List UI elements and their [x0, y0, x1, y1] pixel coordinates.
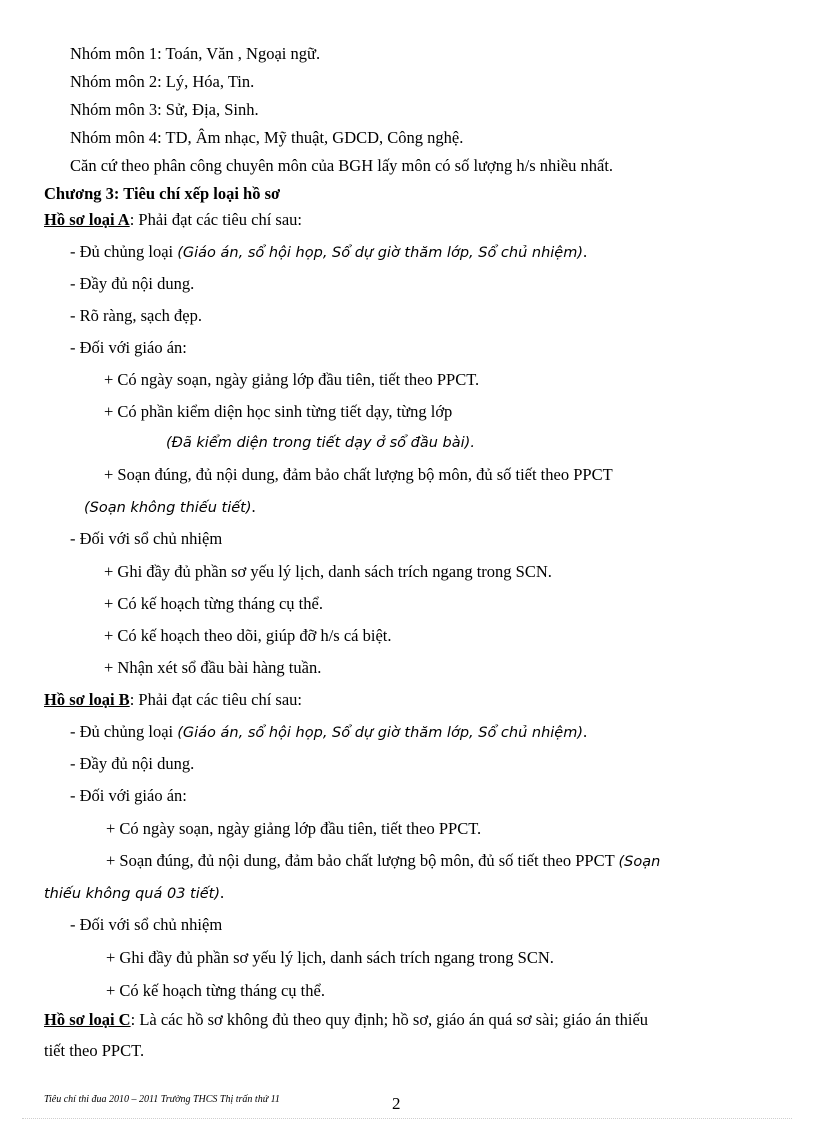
- type-a-lesson-1: + Có ngày soạn, ngày giảng lớp đầu tiên, tiết theo PPCT.: [104, 370, 480, 389]
- page-number: 2: [392, 1094, 401, 1113]
- type-a-lesson-2: + Có phần kiểm diện học sinh từng tiết dạy, từng lớp: [104, 402, 453, 421]
- type-a-lesson-3-note: (Soạn không thiếu tiết): [84, 500, 252, 516]
- group-line-1: Nhóm môn 1: Toán, Văn , Ngoại ngữ.: [70, 44, 321, 63]
- type-a-heading-line: [44, 210, 302, 230]
- type-b-lesson-2-note-line: [44, 883, 224, 904]
- group-line-3: Nhóm môn 3: Sử, Địa, Sinh.: [70, 100, 259, 119]
- group-line-4: Nhóm môn 4: TD, Âm nhạc, Mỹ thuật, GDCD, Công nghệ.: [70, 128, 464, 147]
- type-a-hr-4: + Nhận xét sổ đầu bài hàng tuần.: [104, 658, 322, 677]
- basis-line: Căn cứ theo phân công chuyên môn của BGH lấy môn có số lượng h/s nhiều nhất.: [70, 156, 614, 175]
- type-a-item-3: - Rõ ràng, sạch đẹp.: [70, 306, 202, 325]
- type-a-hr-1: + Ghi đầy đủ phần sơ yếu lý lịch, danh sách trích ngang trong SCN.: [104, 562, 552, 581]
- type-b-hr-1: + Ghi đầy đủ phần sơ yếu lý lịch, danh sách trích ngang trong SCN.: [106, 948, 554, 967]
- type-a-lesson-heading: - Đối với giáo án:: [70, 338, 187, 357]
- type-b-lesson-heading: - Đối với giáo án:: [70, 786, 187, 805]
- type-b-intro: : Phải đạt các tiêu chí sau:: [129, 690, 302, 709]
- group-line-2: Nhóm môn 2: Lý, Hóa, Tin.: [70, 72, 255, 91]
- type-b-lesson-2: + Soạn đúng, đủ nội dung, đảm bảo chất lượng bộ môn, đủ số tiết theo PPCT: [106, 851, 619, 870]
- type-a-intro: : Phải đạt các tiêu chí sau:: [129, 210, 302, 229]
- type-a-heading: Hồ sơ loại A: [44, 210, 130, 229]
- type-b-hr-2: + Có kế hoạch từng tháng cụ thể.: [106, 981, 325, 1000]
- footer-caption: Tiêu chí thi đua 2010 – 2011 Trường THCS Thị trấn thứ 11: [44, 1094, 280, 1105]
- type-a-hr-heading: - Đối với sổ chủ nhiệm: [70, 529, 223, 548]
- type-b-lesson-2-line: [106, 851, 660, 872]
- footer-divider: [22, 1118, 792, 1119]
- type-b-item-1: [70, 722, 587, 743]
- type-b-item-2: - Đầy đủ nội dung.: [70, 754, 195, 773]
- type-b-lesson-2-note-a: (Soạn: [618, 854, 661, 870]
- chapter-title: Chương 3: Tiêu chí xếp loại hồ sơ: [44, 184, 281, 203]
- type-a-lesson-3-end: .: [251, 497, 256, 516]
- type-b-item-1-end: .: [583, 722, 588, 741]
- type-a-lesson-3-note-line: [84, 497, 256, 518]
- type-c-line-1: [44, 1010, 648, 1030]
- type-c-line-2: tiết theo PPCT.: [44, 1041, 145, 1060]
- type-a-item-1-end: .: [583, 242, 588, 261]
- type-b-heading: Hồ sơ loại B: [44, 690, 130, 709]
- type-b-heading-line: [44, 690, 302, 710]
- type-b-item-1-text: - Đủ chủng loại: [70, 722, 178, 741]
- type-a-item-1-note: (Giáo án, sổ hội họp, Sổ dự giờ thăm lớp, Sổ chủ nhiệm): [177, 245, 584, 261]
- type-a-item-2: - Đầy đủ nội dung.: [70, 274, 195, 293]
- type-b-item-1-note: (Giáo án, sổ hội họp, Sổ dự giờ thăm lớp, Sổ chủ nhiệm): [177, 725, 584, 741]
- type-a-hr-3: + Có kế hoạch theo dõi, giúp đỡ h/s cá biệt.: [104, 626, 392, 645]
- type-a-hr-2: + Có kế hoạch từng tháng cụ thể.: [104, 594, 323, 613]
- type-b-lesson-2-end: .: [220, 883, 225, 902]
- type-a-lesson-3: + Soạn đúng, đủ nội dung, đảm bảo chất lượng bộ môn, đủ số tiết theo PPCT: [104, 465, 613, 484]
- type-b-lesson-1: + Có ngày soạn, ngày giảng lớp đầu tiên, tiết theo PPCT.: [106, 819, 482, 838]
- type-a-item-1-text: - Đủ chủng loại: [70, 242, 178, 261]
- type-c-text-1: : Là các hồ sơ không đủ theo quy định; hồ sơ, giáo án quá sơ sài; giáo án thiếu: [130, 1010, 649, 1029]
- type-c-heading: Hồ sơ loại C: [44, 1010, 131, 1029]
- type-b-hr-heading: - Đối với sổ chủ nhiệm: [70, 915, 223, 934]
- type-b-lesson-2-note-b: thiếu không quá 03 tiết): [44, 886, 221, 902]
- type-a-item-1: [70, 242, 587, 263]
- type-a-lesson-2-note: (Đã kiểm diện trong tiết dạy ở sổ đầu bài).: [166, 435, 475, 451]
